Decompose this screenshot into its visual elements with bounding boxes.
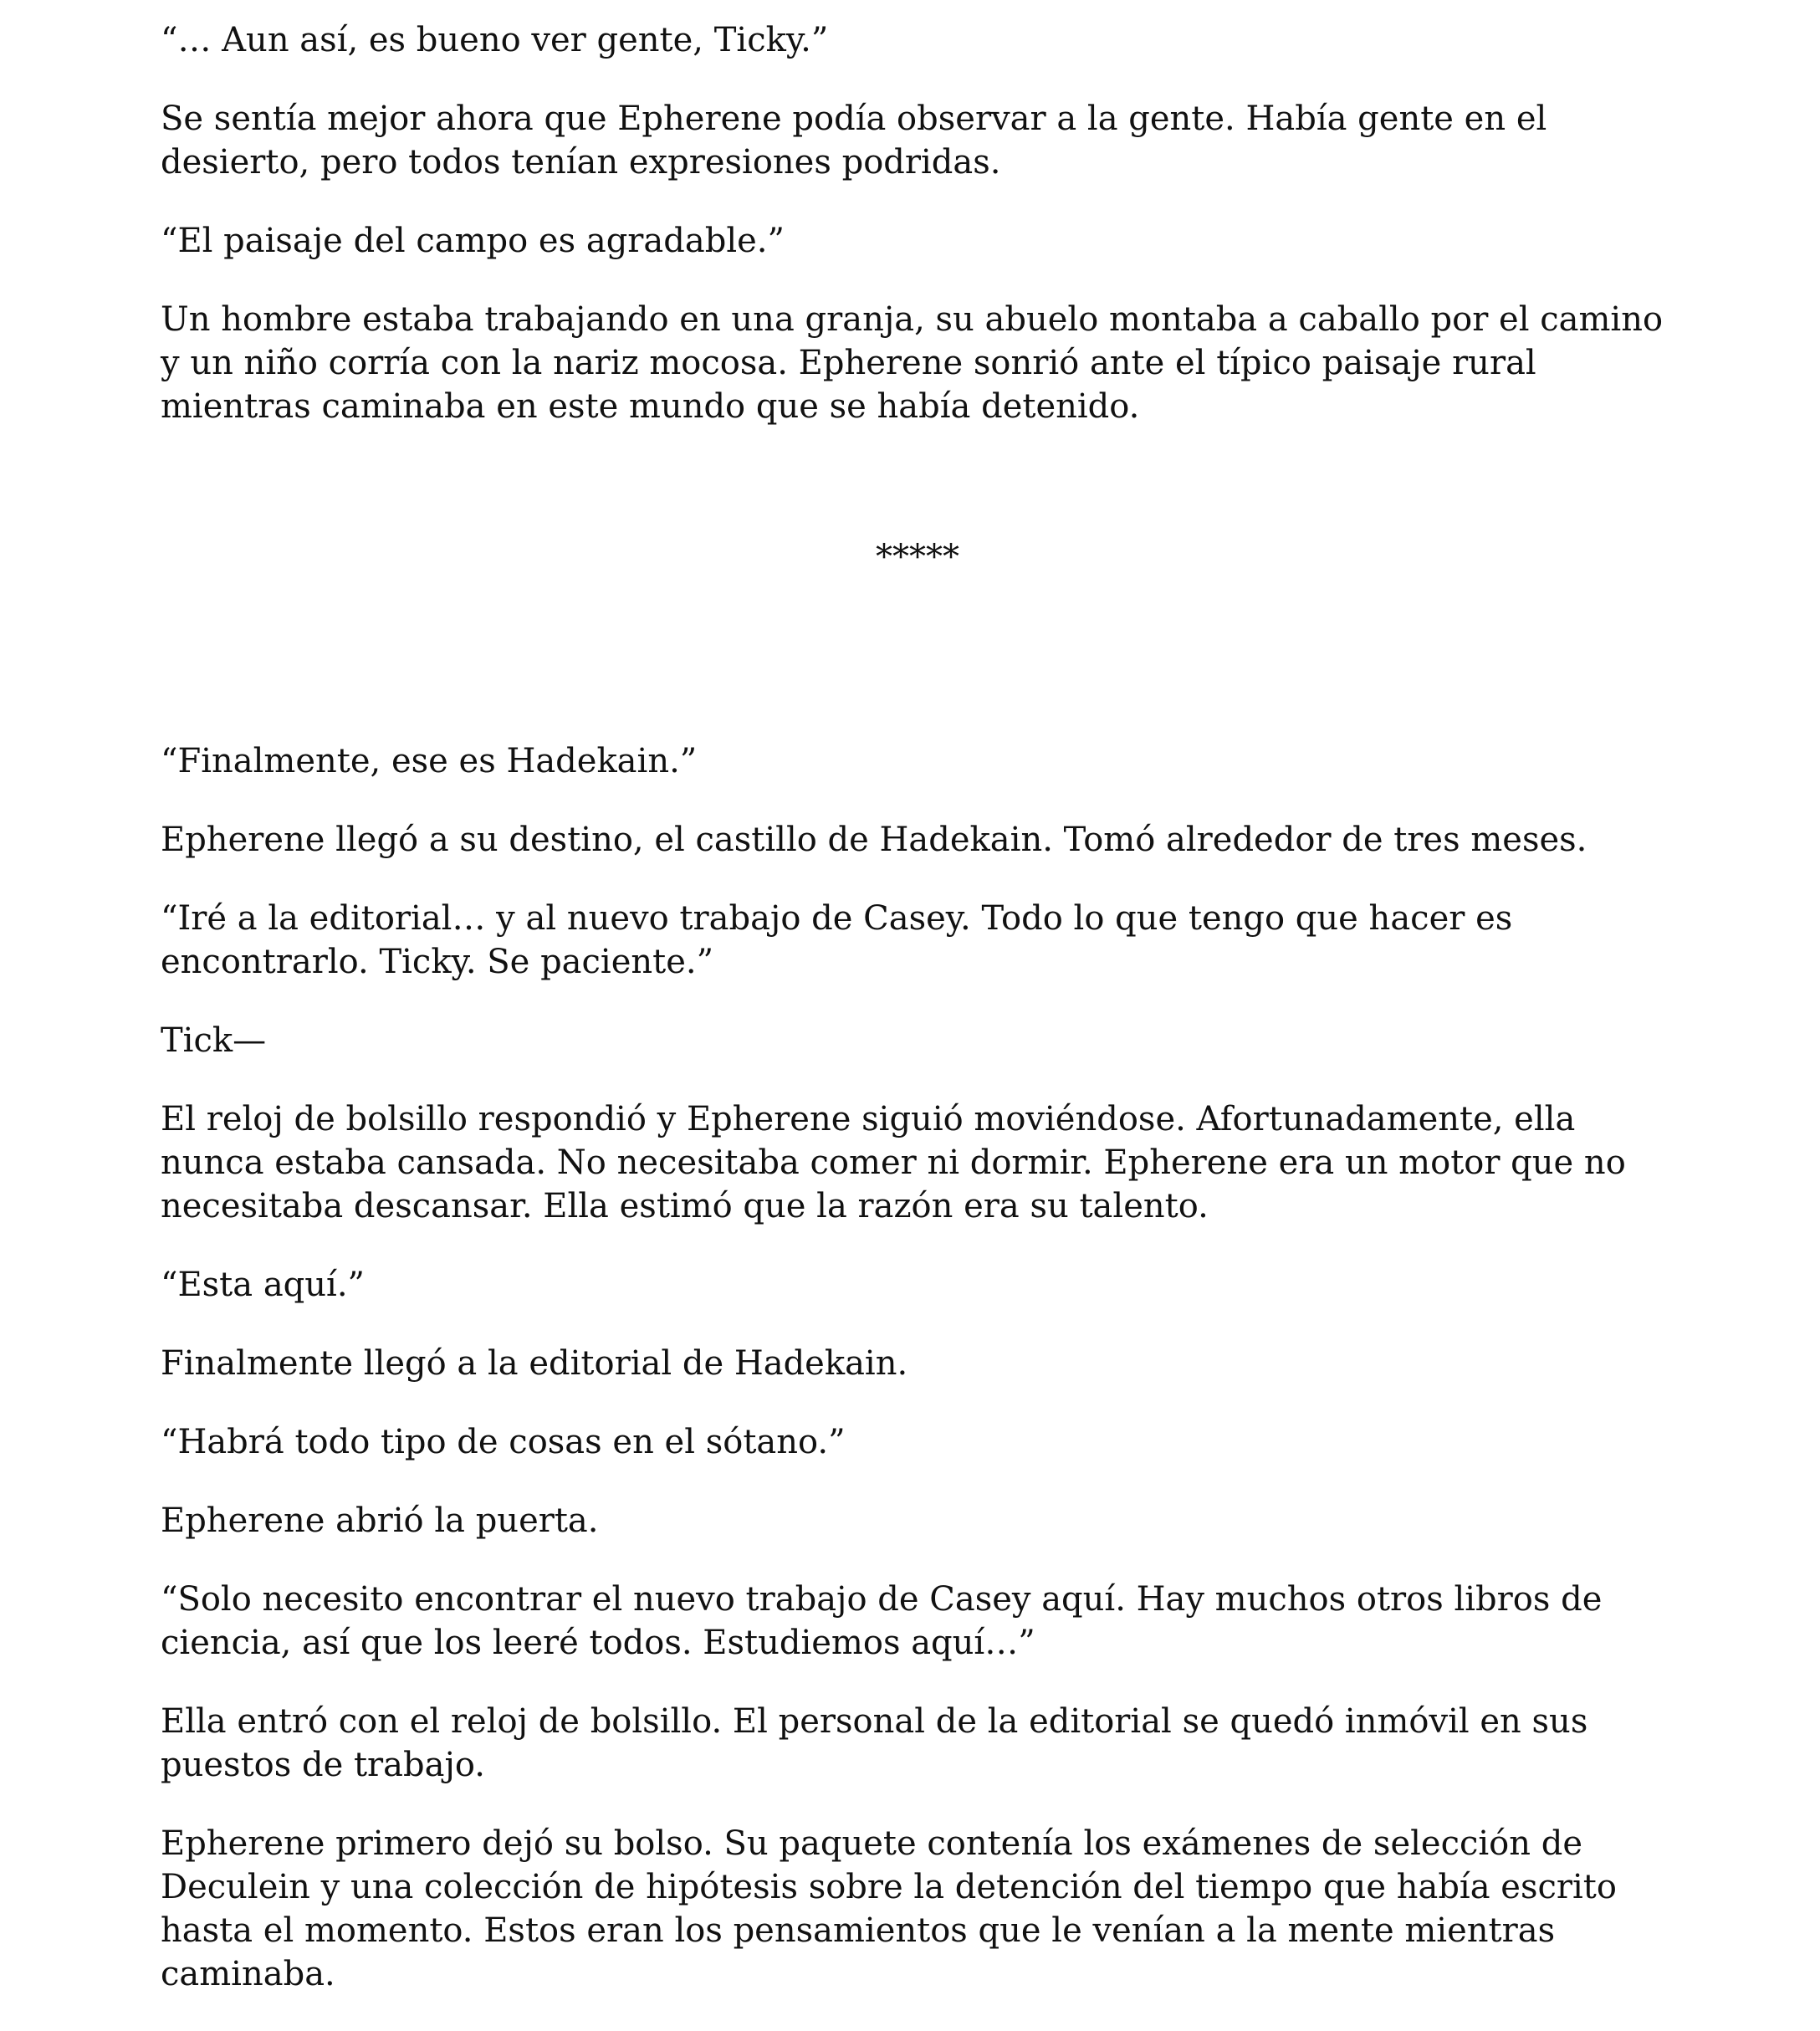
- document-page: [161, 18, 1674, 2031]
- paragraph: Un hombre estaba trabajando en una granja, su abuelo montaba a caballo por el camino y un niño corría con la nariz mocosa. Epherene sonrió ante el típico paisaje rural mientras caminaba en este mundo que se había detenido.: [161, 300, 1664, 426]
- paragraph: “Solo necesito encontrar el nuevo trabajo de Casey aquí. Hay muchos otros libros de ciencia, así que los leeré todos. Estudiemos aquí…”: [161, 1580, 1603, 1662]
- section-break: [161, 463, 1674, 739]
- paragraph: Ella entró con el reloj de bolsillo. El personal de la editorial se quedó inmóvil en sus puestos de trabajo.: [161, 1702, 1588, 1784]
- paragraph: “Iré a la editorial… y al nuevo trabajo de Casey. Todo lo que tengo que hacer es encontrarlo. Ticky. Se paciente.”: [161, 899, 1513, 981]
- paragraph: El reloj de bolsillo respondió y Epherene siguió moviéndose. Afortunadamente, ella nunca estaba cansada. No necesitaba comer ni dormir. Epherene era un motor que no necesitaba descansar. Ella estimó que la razón era su talento.: [161, 1100, 1626, 1225]
- paragraph: “Finalmente, ese es Hadekain.”: [161, 742, 698, 780]
- paragraph: “Esta aquí.”: [161, 1266, 365, 1304]
- paragraph: Epherene abrió la puerta.: [161, 1502, 599, 1540]
- section-separator: *****: [876, 538, 959, 576]
- paragraph: “… Aun así, es bueno ver gente, Ticky.”: [161, 21, 829, 59]
- paragraph: Finalmente llegó a la editorial de Hadekain.: [161, 1344, 908, 1383]
- paragraph: “Habrá todo tipo de cosas en el sótano.”: [161, 1423, 846, 1461]
- paragraph: Epherene primero dejó su bolso. Su paquete contenía los exámenes de selección de Deculein y una colección de hipótesis sobre la detención del tiempo que había escrito hasta el momento. Estos eran los pensamientos que le venían a la mente mientras caminaba.: [161, 1824, 1617, 1993]
- paragraph: “El paisaje del campo es agradable.”: [161, 222, 785, 260]
- paragraph: Tick—: [161, 1021, 267, 1060]
- paragraph: Epherene llegó a su destino, el castillo de Hadekain. Tomó alrededor de tres meses.: [161, 821, 1587, 859]
- paragraph: Se sentía mejor ahora que Epherene podía observar a la gente. Había gente en el desierto, pero todos tenían expresiones podridas.: [161, 100, 1547, 182]
